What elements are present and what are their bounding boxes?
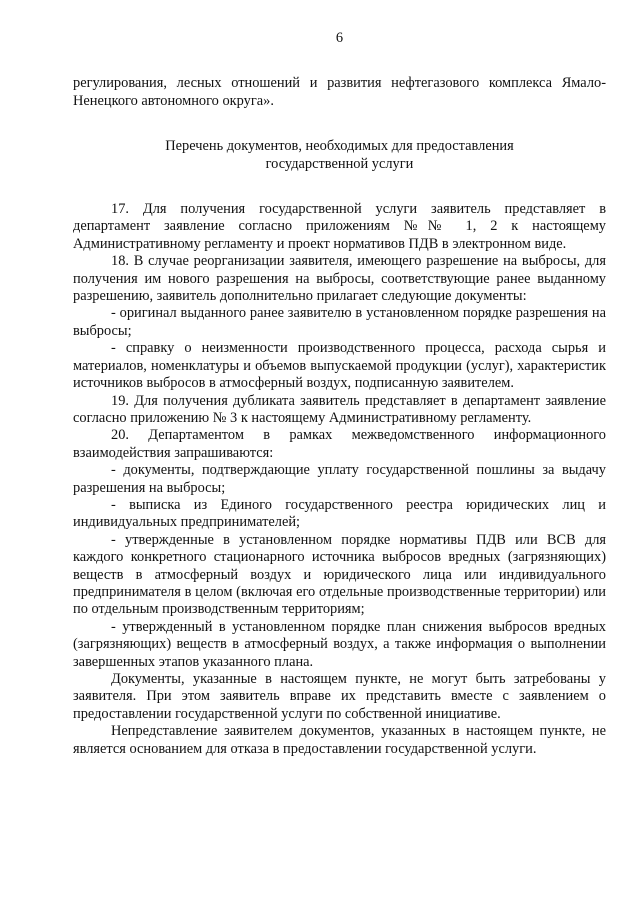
- list-item-original-permit: - оригинал выданного ранее заявителю в установленном порядке разрешения на выбросы;: [73, 305, 606, 339]
- section-title-line-1: Перечень документов, необходимых для предоставления: [165, 138, 514, 155]
- paragraph-19: 19. Для получения дубликата заявитель представляет в департамент заявление согласно приложению № 3 к настоящему Административному регламенту.: [73, 392, 606, 426]
- page-number: 6: [335, 30, 344, 46]
- paragraph-documents-note: Документы, указанные в настоящем пункте, не могут быть затребованы у заявителя. При этом заявитель вправе их представить вместе с заявлением о предоставлении государственной услуги по собственной инициативе.: [73, 671, 606, 722]
- paragraph-18: 18. В случае реорганизации заявителя, имеющего разрешение на выбросы, для получения им нового разрешения на выбросы, соответствующие ранее выданному разрешению, заявитель дополнительно прилагает следующие документы:: [73, 253, 606, 305]
- list-item-reduction-plan: - утвержденный в установленном порядке план снижения выбросов вредных (загрязняющих) веществ в атмосферный воздух, а также информация о выполнении завершенных этапов указанного плана.: [73, 618, 606, 670]
- section-title-line-2: государственной услуги: [265, 155, 414, 172]
- list-item-certificate: - справку о неизменности производственного процесса, расхода сырья и материалов, номенклатуры и объемов выпускаемой продукции (услуг), характеристик источников выбросов в атмосферный воздух, подписанную заявителем.: [73, 340, 606, 392]
- paragraph-17: 17. Для получения государственной услуги заявитель представляет в департамент заявление согласно приложениям №№ 1, 2 к настоящему Административному регламенту и проект нормативов ПДВ в электронном виде.: [73, 201, 606, 252]
- list-item-fee-documents: - документы, подтверждающие уплату государственной пошлины за выдачу разрешения на выбросы;: [73, 462, 606, 496]
- list-item-pdv-standards: - утвержденные в установленном порядке нормативы ПДВ или ВСВ для каждого конкретного стационарного источника выбросов вредных (загрязняющих) веществ в атмосферный воздух и юридического лица или индивидуального предпринимателя в целом (включая его отдельные производственные территории) или по отдельным производственным территориям;: [73, 531, 606, 618]
- section-title: [73, 138, 606, 173]
- list-item-registry-extract: - выписка из Единого государственного реестра юридических лиц и индивидуальных предпринимателей;: [73, 496, 606, 531]
- paragraph-20: 20. Департаментом в рамках межведомственного информационного взаимодействия запрашиваются:: [73, 427, 606, 461]
- intro-paragraph: регулирования, лесных отношений и развития нефтегазового комплекса Ямало-Ненецкого автономного округа».: [73, 75, 606, 109]
- paragraph-non-submission: Непредставление заявителем документов, указанных в настоящем пункте, не является основанием для отказа в предоставлении государственной услуги.: [73, 723, 606, 757]
